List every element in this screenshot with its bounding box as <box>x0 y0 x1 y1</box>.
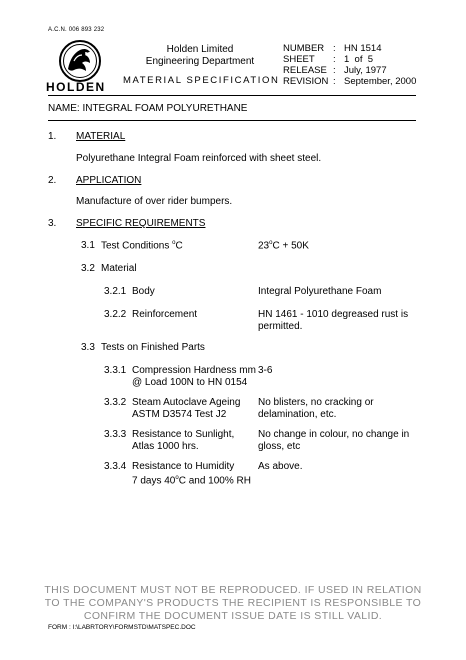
document-type: MATERIAL SPECIFICATION <box>123 75 280 86</box>
meta-sep: : <box>333 65 336 76</box>
clause-number: 3.3 <box>81 342 95 353</box>
test-conditions-value: $23^oC + 50K$ <box>258 240 309 252</box>
department-name: Engineering Department <box>145 56 255 67</box>
clause-value: No blisters, no cracking or delamination, etc. <box>258 397 374 420</box>
clause-label: Compression Hardness mm @ Load 100N to HN 0154 <box>132 365 256 388</box>
meta-label: RELEASE <box>283 65 327 76</box>
meta-sep: : <box>333 54 336 65</box>
clause-number: 3.2.2 <box>104 309 127 320</box>
meta-sep: : <box>333 76 336 87</box>
clause-number: 3.2 <box>81 263 95 274</box>
reproduction-disclaimer: THIS DOCUMENT MUST NOT BE REPRODUCED. IF USED IN RELATION TO THE COMPANY'S PRODUCTS THE RECIPIENT IS RESPONSIBLE TO CONFIRM THE DOCUMENT ISSUE DATE IS STILL VALID. <box>44 584 422 622</box>
clause-number: 3.1 <box>81 240 95 251</box>
header-divider <box>48 95 416 96</box>
meta-sheet-value: 1 of 5 <box>344 54 374 65</box>
meta-label: NUMBER <box>283 43 325 54</box>
clause-label: Steam Autoclave Ageing ASTM D3574 Test J2 <box>132 397 241 420</box>
clause-value: 3-6 <box>258 365 273 376</box>
clause-label: Material <box>101 263 137 274</box>
company-name: Holden Limited <box>166 44 234 55</box>
clause-value: As above. <box>258 461 303 472</box>
section-title-material: MATERIAL <box>76 131 126 142</box>
meta-revision-value: September, 2000 <box>344 76 417 87</box>
section-body: Manufacture of over rider bumpers. <box>76 196 233 207</box>
clause-label: Reinforcement <box>132 309 198 320</box>
clause-number: 3.3.4 <box>104 461 127 472</box>
clause-value: Integral Polyurethane Foam <box>258 286 382 297</box>
clause-value: HN 1461 - 1010 degreased rust is permitted. <box>258 309 409 332</box>
material-name: NAME: INTEGRAL FOAM POLYURETHANE <box>48 103 248 114</box>
meta-sep: : <box>333 43 336 54</box>
clause-number: 3.2.1 <box>104 286 127 297</box>
section-number: 2. <box>48 175 57 186</box>
section-title-application: APPLICATION <box>76 175 142 186</box>
clause-label: Tests on Finished Parts <box>101 342 205 353</box>
humidity-clause-label: Resistance to Humidity 7 days 40$^o$C and 100% RH <box>132 461 251 486</box>
clause-number: 3.3.3 <box>104 429 127 440</box>
acn-number: A.C.N. 006 893 232 <box>48 27 105 33</box>
test-conditions-label: Test Conditions $^o$C <box>101 240 183 252</box>
meta-label: SHEET <box>283 54 315 65</box>
clause-value: No change in colour, no change in gloss, etc <box>258 429 410 452</box>
section-body: Polyurethane Integral Foam reinforced with sheet steel. <box>76 153 322 164</box>
clause-number: 3.3.1 <box>104 365 127 376</box>
section-number: 3. <box>48 218 57 229</box>
meta-number-value: HN 1514 <box>344 43 382 54</box>
form-reference: FORM : I:\LABRTORY\FORMSTD\MATSPEC.DOC <box>48 624 196 631</box>
brand-name: HOLDEN <box>46 80 106 94</box>
section-number: 1. <box>48 131 57 142</box>
clause-label: Resistance to Sunlight, Atlas 1000 hrs. <box>132 429 235 452</box>
meta-label: REVISION <box>283 76 329 87</box>
section-title-requirements: SPECIFIC REQUIREMENTS <box>76 218 206 229</box>
name-divider <box>48 120 416 121</box>
clause-label: Body <box>132 286 155 297</box>
clause-number: 3.3.2 <box>104 397 127 408</box>
meta-release-value: July, 1977 <box>344 65 387 76</box>
